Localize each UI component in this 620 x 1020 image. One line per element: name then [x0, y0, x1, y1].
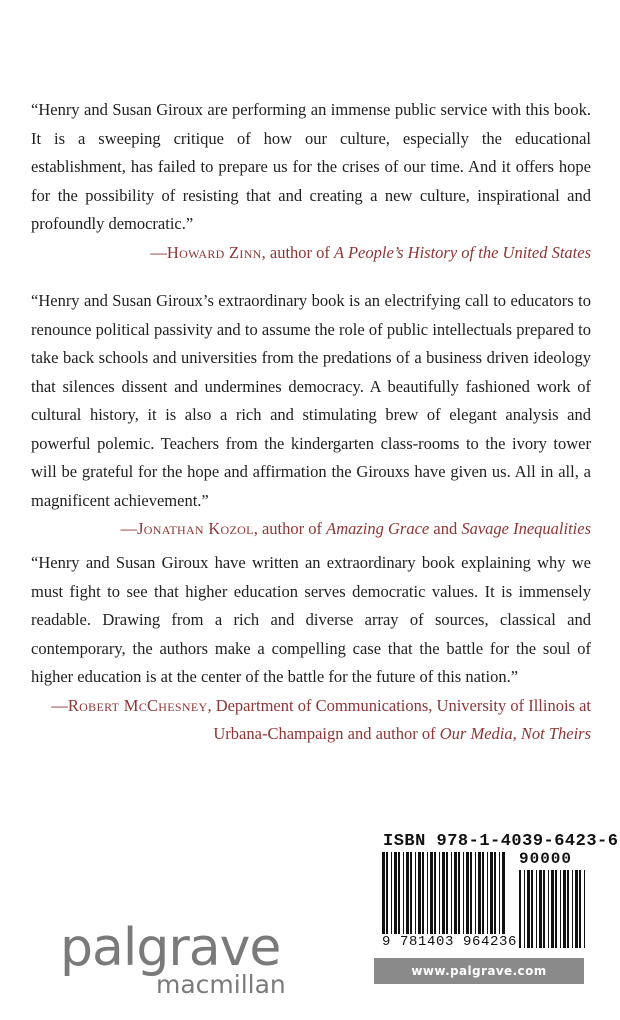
attribution-name: Robert McChesney — [67, 695, 208, 715]
barcode-bar — [563, 870, 566, 948]
barcode-bar — [531, 870, 533, 948]
barcode-bar — [584, 870, 585, 948]
blurb-attribution: —Howard Zinn, author of A People’s History of the United States — [150, 242, 591, 262]
attribution-book: Amazing Grace — [326, 519, 430, 538]
publisher-imprint: macmillan — [156, 970, 286, 999]
barcode-bar — [567, 870, 569, 948]
barcode-bar — [551, 870, 554, 948]
barcode-bar — [572, 870, 573, 948]
barcode-bar — [524, 870, 525, 948]
barcode-bar — [536, 870, 537, 948]
barcode-bar — [543, 870, 545, 948]
barcode-bar — [579, 870, 581, 948]
attribution-name: Howard Zinn — [166, 242, 262, 262]
barcode-bar — [539, 870, 542, 948]
barcode-bar — [555, 870, 557, 948]
barcode-bar — [527, 870, 530, 948]
barcode-bar — [575, 870, 578, 948]
barcode-bar — [519, 870, 521, 948]
blurb-text: “Henry and Susan Giroux have written an extraordinary book explaining why we must fight to see that higher education serves democratic values. It is immensely readable. Drawing from a rich and diverse array of sources, classical and contemporary, the authors make a compelling case that the battle for the soul of higher education is at the center of the battle for the future of this nation.” — [31, 553, 591, 686]
publisher-url: www.palgrave.com — [374, 958, 584, 984]
publisher-logo — [60, 918, 286, 999]
blurb-attribution: —Robert McChesney, Department of Communications, University of Illinois at Urbana-Champaign and author of Our Media, Not Theirs — [51, 695, 591, 743]
attribution-book: Our Media, Not Theirs — [439, 724, 591, 743]
blurb-text: “Henry and Susan Giroux’s extraordinary book is an electrifying call to educators to renounce political passivity and to assume the role of public intellectuals prepared to take back schools and universities from the predations of a business driven ideology that silences dissent and undermines democracy. A beautifully fashioned work of cultural history, it is also a rich and stimulating brew of elegant analysis and powerful polemic. Teachers from the kindergarten class-rooms to the ivory tower will be grateful for the hope and affirmation the Girouxs have given us. All in all, a magnificent achievement.” — [31, 291, 591, 510]
barcode-bar — [560, 870, 561, 948]
attribution-book: A People’s History of the United States — [334, 242, 591, 262]
blurb-text: “Henry and Susan Giroux are performing an immense public service with this book. It is a sweeping critique of how our culture, especially the educational establishment, has failed to prepare us for the crises of our time. And it offers hope for the possibility of resisting that and creating a new culture, inspirational and profoundly democratic.” — [31, 100, 591, 233]
publisher-name: palgrave — [60, 918, 281, 978]
isbn-label: ISBN 978-1-4039-6423-6 — [383, 832, 619, 851]
blurb-zinn — [31, 96, 591, 267]
barcode-addon: 90000 — [519, 850, 573, 868]
ean-digits: 9 781403 964236 — [382, 934, 518, 950]
attribution-book: Savage Inequalities — [461, 519, 591, 538]
attribution-name: Jonathan Kozol — [137, 519, 254, 538]
barcode-bar — [548, 870, 549, 948]
blurb-kozol — [31, 287, 591, 544]
blurb-attribution: —Jonathan Kozol, author of Amazing Grace and Savage Inequalities — [120, 519, 591, 538]
blurb-mcchesney — [31, 549, 591, 749]
